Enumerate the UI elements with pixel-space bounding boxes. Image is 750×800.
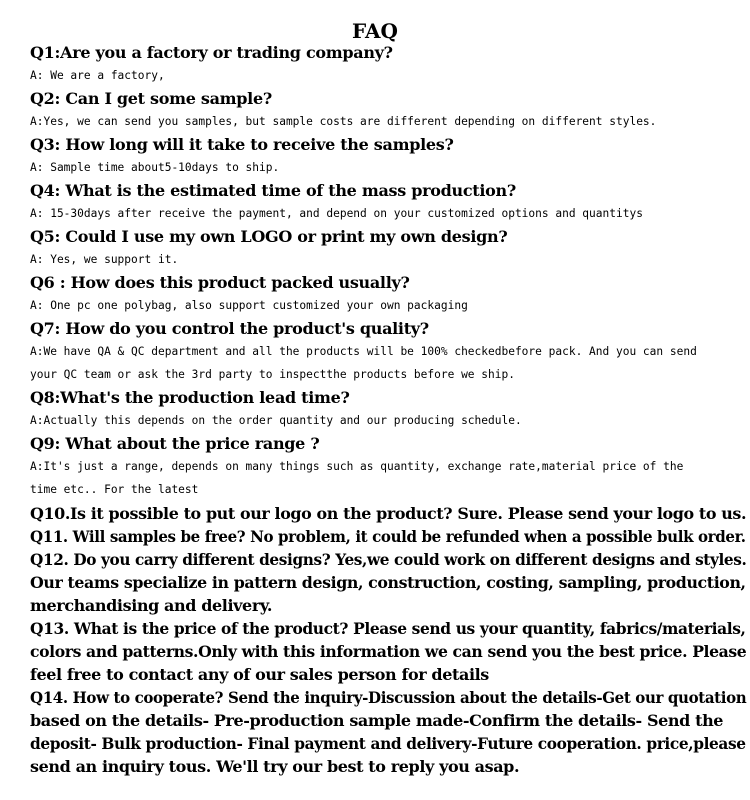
faq-question-1: Q1:Are you a factory or trading company?: [30, 43, 393, 62]
faq-extra-q14-line-1: Q14. How to cooperate? Send the inquiry-Discussion about the details-Get our quotation: [30, 688, 747, 707]
faq-answer-7-line-1: A:We have QA & QC department and all the products will be 100% checkedbefore pack. And you can send: [30, 345, 697, 358]
faq-answer-9-line-1: A:It's just a range, depends on many things such as quantity, exchange rate,material price of the: [30, 460, 684, 473]
faq-answer-2: A:Yes, we can send you samples, but sample costs are different depending on different styles.: [30, 115, 657, 128]
faq-answer-6: A: One pc one polybag, also support customized your own packaging: [30, 299, 468, 312]
faq-answer-8: A:Actually this depends on the order quantity and our producing schedule.: [30, 414, 522, 427]
faq-question-6: Q6 : How does this product packed usually?: [30, 273, 410, 292]
faq-extra-q12-line-3: merchandising and delivery.: [30, 596, 273, 615]
faq-answer-5: A: Yes, we support it.: [30, 253, 179, 266]
faq-answer-7-line-2: your QC team or ask the 3rd party to inspectthe products before we ship.: [30, 368, 515, 381]
faq-question-7: Q7: How do you control the product's quality?: [30, 319, 429, 338]
faq-question-8: Q8:What's the production lead time?: [30, 388, 350, 407]
faq-extra-q12-line-2: Our teams specialize in pattern design, construction, costing, sampling, production,: [30, 573, 746, 592]
faq-extra-q10: Q10.Is it possible to put our logo on the product? Sure. Please send your logo to us.: [30, 504, 747, 523]
faq-extra-q14-line-4: send an inquiry tous. We'll try our best to reply you asap.: [30, 757, 520, 776]
faq-question-9: Q9: What about the price range ?: [30, 434, 320, 453]
faq-question-2: Q2: Can I get some sample?: [30, 89, 272, 108]
faq-question-5: Q5: Could I use my own LOGO or print my own design?: [30, 227, 508, 246]
faq-extra-q11: Q11. Will samples be free? No problem, it could be refunded when a possible bulk order.: [30, 527, 746, 546]
faq-answer-1: A: We are a factory,: [30, 69, 165, 82]
faq-answer-9-line-2: time etc.. For the latest: [30, 483, 199, 496]
faq-extra-q13-line-1: Q13. What is the price of the product? Please send us your quantity, fabrics/materials,: [30, 619, 746, 638]
faq-extra-q13-line-2: colors and patterns.Only with this information we can send you the best price. Please: [30, 642, 747, 661]
faq-question-4: Q4: What is the estimated time of the mass production?: [30, 181, 516, 200]
page-title: FAQ: [352, 19, 398, 43]
faq-extra-block: [30, 502, 747, 778]
faq-question-3: Q3: How long will it take to receive the samples?: [30, 135, 454, 154]
faq-extra-q14-line-3: deposit- Bulk production- Final payment and delivery-Future cooperation. price,please: [30, 734, 746, 753]
faq-extra-q13-line-3: feel free to contact any of our sales person for details: [30, 665, 489, 684]
faq-answer-4: A: 15-30days after receive the payment, and depend on your customized options and quantitys: [30, 207, 643, 220]
faq-extra-q12-line-1: Q12. Do you carry different designs? Yes,we could work on different designs and styles.: [30, 550, 747, 569]
faq-extra-q14-line-2: based on the details- Pre-production sample made-Confirm the details- Send the: [30, 711, 724, 730]
faq-answer-3: A: Sample time about5-10days to ship.: [30, 161, 280, 174]
